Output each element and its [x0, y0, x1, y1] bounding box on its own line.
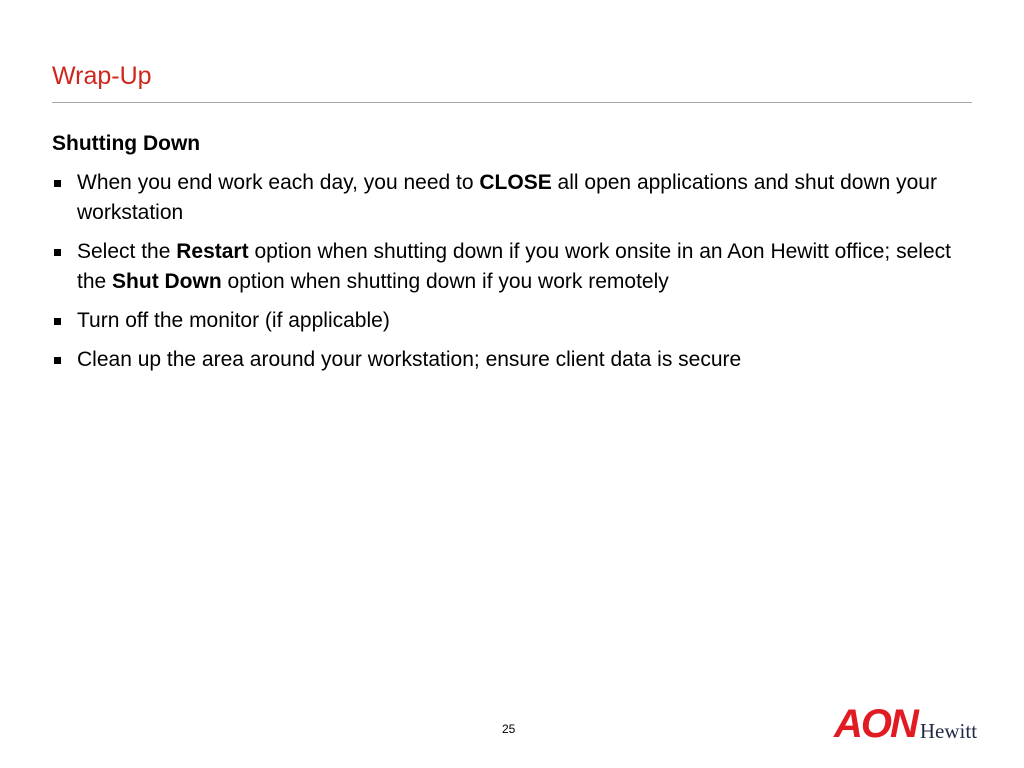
- page-number: 25: [502, 722, 516, 736]
- bullet-emphasis: Shut Down: [112, 270, 222, 293]
- logo-hewitt-wordmark: Hewitt: [919, 719, 978, 743]
- bullet-item: [52, 345, 952, 375]
- square-bullet-icon: [54, 357, 61, 364]
- slide-title: Wrap-Up: [52, 62, 152, 90]
- bullet-emphasis: Restart: [176, 240, 249, 263]
- square-bullet-icon: [54, 318, 61, 325]
- square-bullet-icon: [54, 180, 61, 187]
- bullet-text: all open applications and shut down your workstation: [77, 171, 937, 224]
- title-divider: [52, 102, 972, 103]
- section-heading: Shutting Down: [52, 132, 201, 155]
- bullet-text: Clean up the area around your workstation; ensure client data is secure: [77, 348, 742, 371]
- bullet-item: [52, 168, 952, 228]
- logo-aon-mark: AON: [834, 702, 917, 746]
- bullet-list: [52, 168, 952, 384]
- aon-hewitt-logo: [834, 704, 977, 744]
- bullet-emphasis: CLOSE: [479, 171, 552, 194]
- bullet-text: When you end work each day, you need to: [77, 171, 480, 194]
- square-bullet-icon: [54, 249, 61, 256]
- bullet-item: [52, 237, 952, 297]
- bullet-text: Turn off the monitor (if applicable): [77, 309, 390, 332]
- bullet-text: Select the: [77, 240, 177, 263]
- bullet-text: option when shutting down if you work remotely: [221, 270, 669, 293]
- bullet-text: option when shutting down if you work onsite in an Aon Hewitt office; select the: [77, 240, 951, 293]
- bullet-item: [52, 306, 952, 336]
